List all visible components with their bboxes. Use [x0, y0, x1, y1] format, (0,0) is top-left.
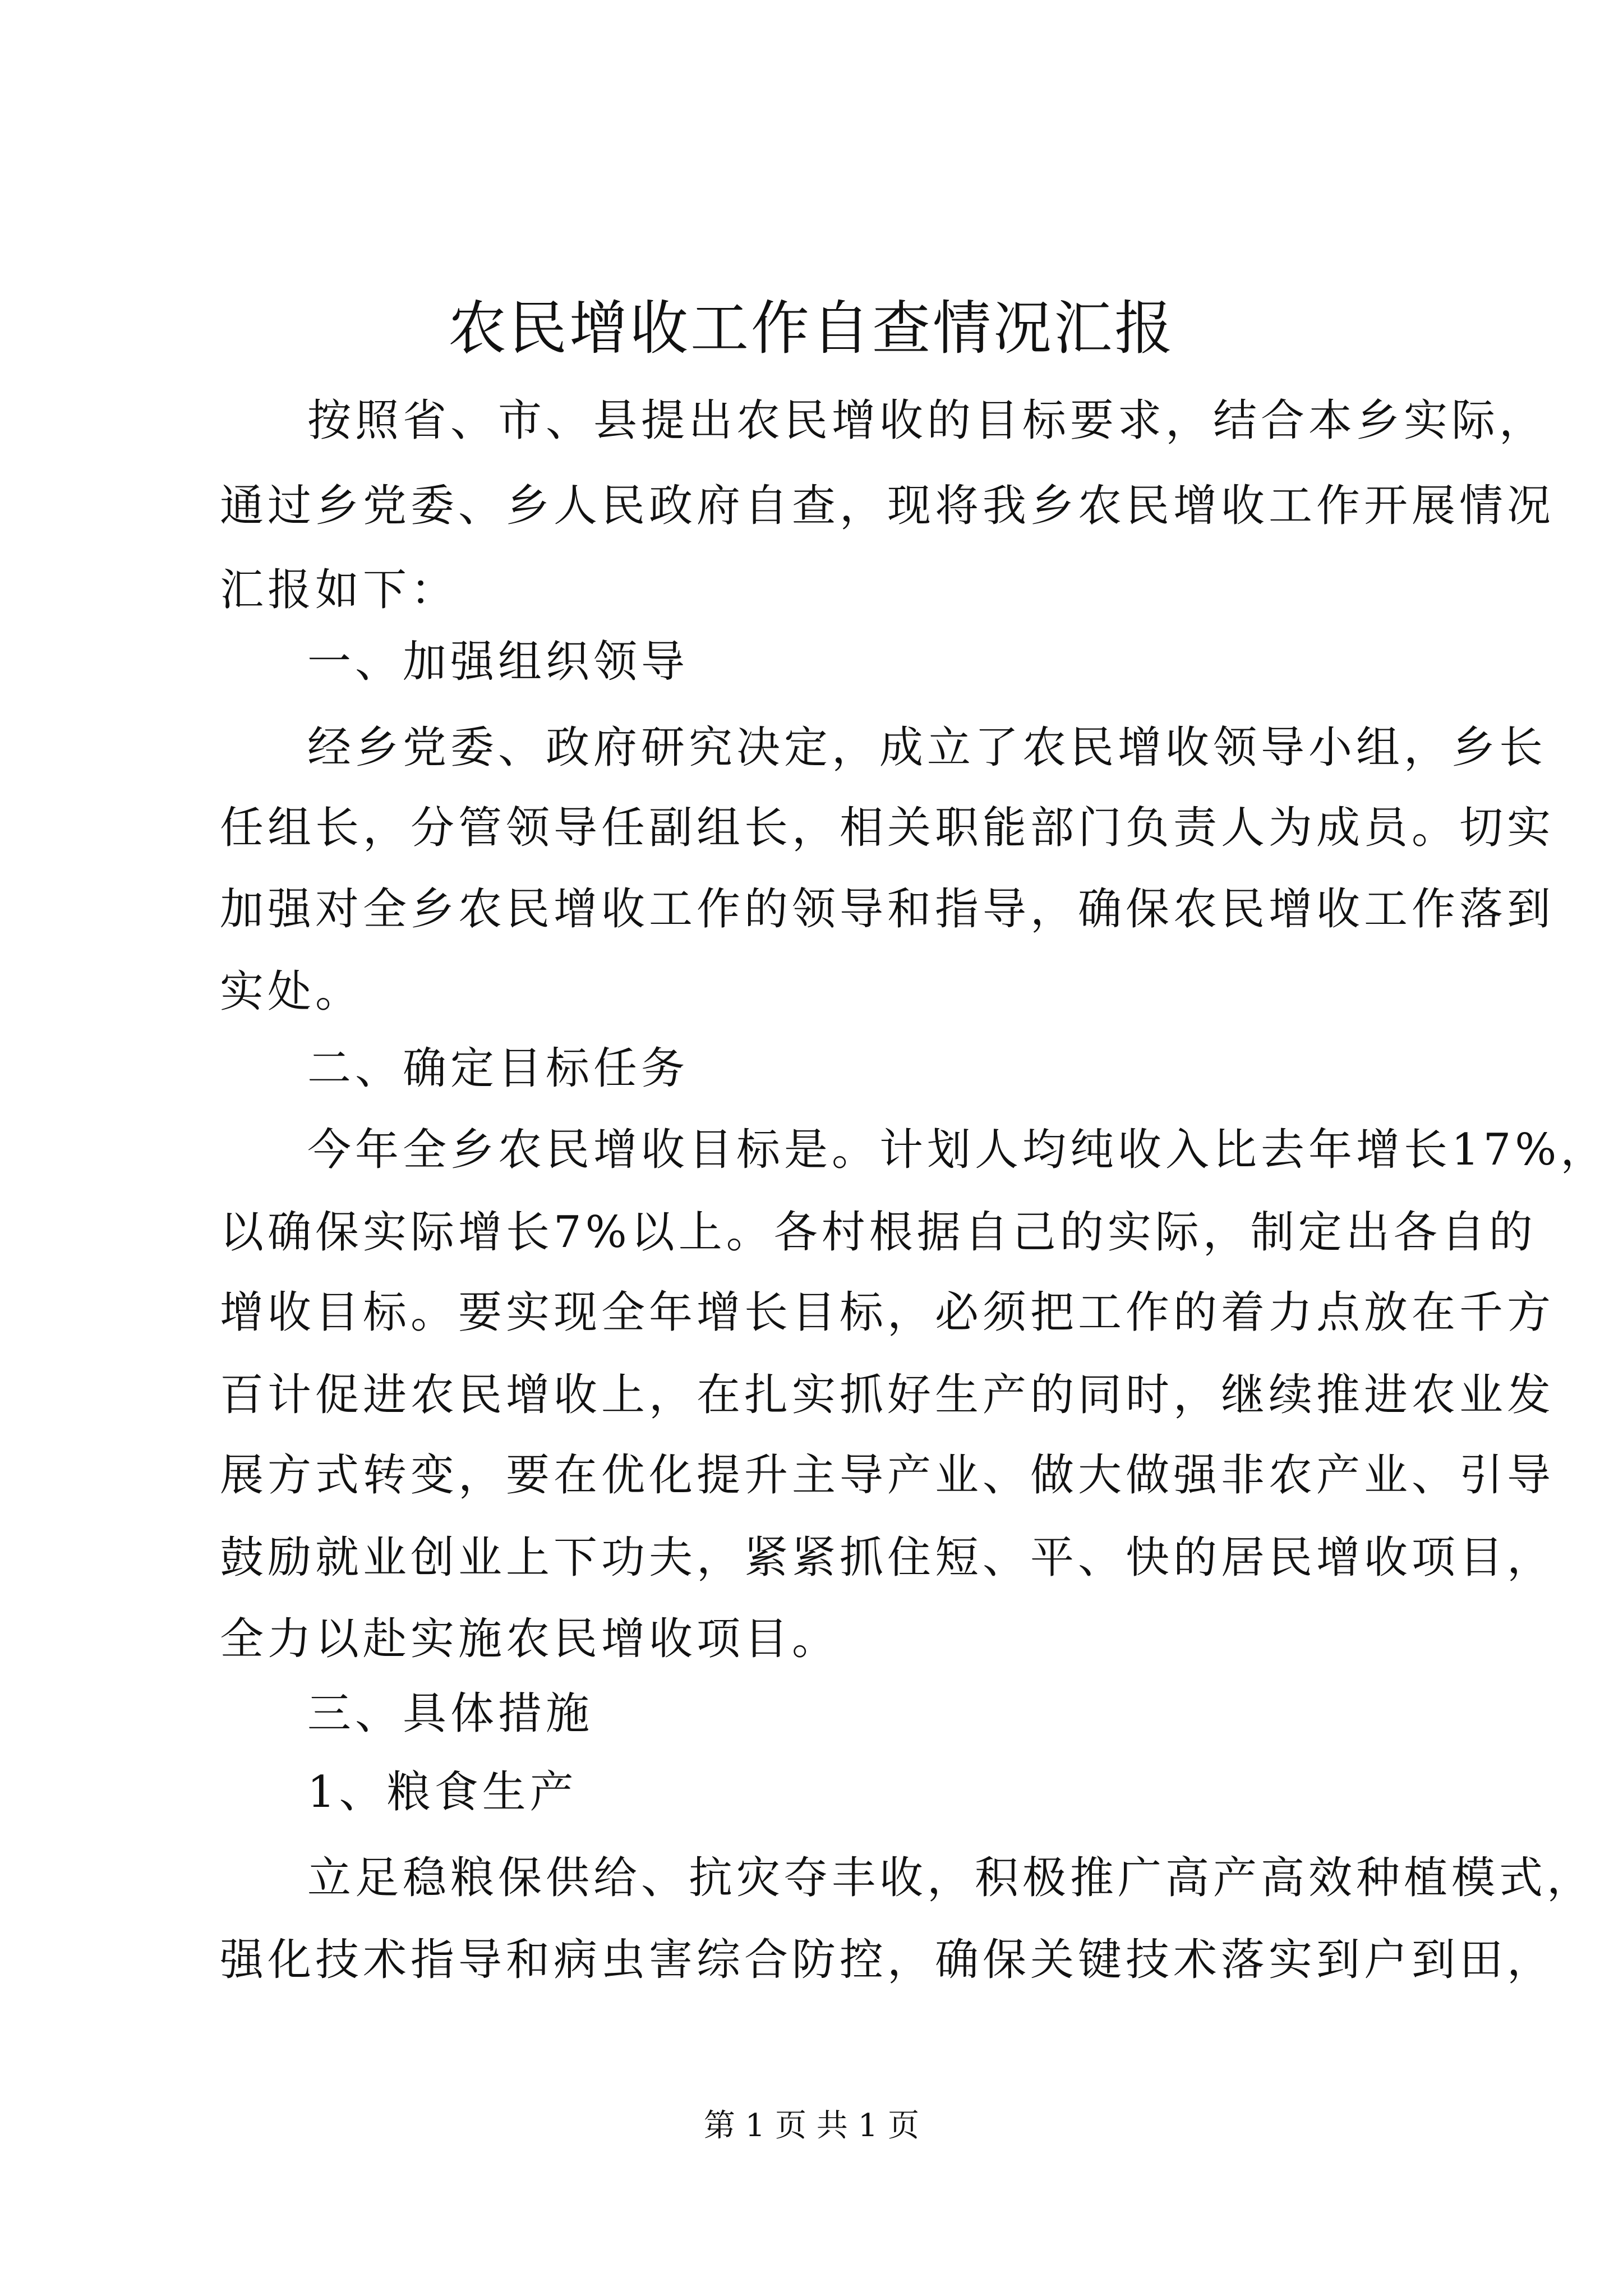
body-line-4: 经乡党委、政府研究决定，成立了农民增收领导小组，乡长	[307, 723, 1547, 773]
page-footer: 第 1 页 共 1 页	[703, 2108, 920, 2144]
body-line-14: 全力以赴实施农民增收项目。	[220, 1614, 840, 1664]
section-heading-3: 三、具体措施	[307, 1688, 594, 1739]
body-line-8: 今年全乡农民增收目标是。计划人均纯收入比去年增长17%，	[307, 1125, 1608, 1175]
body-line-1: 按照省、市、县提出农民增收的目标要求，结合本乡实际，	[307, 395, 1547, 446]
section-heading-2: 二、确定目标任务	[307, 1043, 689, 1094]
body-line-16: 强化技术指导和病虫害综合防控，确保关键技术落实到户到田，	[220, 1935, 1555, 1985]
section-heading-1: 一、加强组织领导	[307, 637, 689, 687]
body-line-7: 实处。	[220, 967, 363, 1017]
body-line-5: 任组长，分管领导任副组长，相关职能部门负责人为成员。切实	[220, 803, 1555, 853]
body-line-11: 百计促进农民增收上，在扎实抓好生产的同时，继续推进农业发	[220, 1370, 1555, 1420]
body-line-6: 加强对全乡农民增收工作的领导和指导，确保农民增收工作落到	[220, 884, 1555, 935]
body-line-13: 鼓励就业创业上下功夫，紧紧抓住短、平、快的居民增收项目，	[220, 1533, 1555, 1583]
body-line-2: 通过乡党委、乡人民政府自查，现将我乡农民增收工作开展情况	[220, 481, 1555, 531]
body-line-3: 汇报如下：	[220, 565, 459, 615]
document-title: 农民增收工作自查情况汇报	[448, 294, 1175, 362]
body-line-10: 增收目标。要实现全年增长目标，必须把工作的着力点放在千方	[220, 1287, 1555, 1338]
body-line-9: 以确保实际增长7%以上。各村根据自己的实际，制定出各自的	[220, 1207, 1537, 1258]
body-line-12: 展方式转变，要在优化提升主导产业、做大做强非农产业、引导	[220, 1450, 1555, 1501]
subsection-heading-1: 1、粮食生产	[307, 1767, 578, 1818]
body-line-15: 立足稳粮保供给、抗灾夺丰收，积极推广高产高效种植模式，	[307, 1853, 1595, 1903]
